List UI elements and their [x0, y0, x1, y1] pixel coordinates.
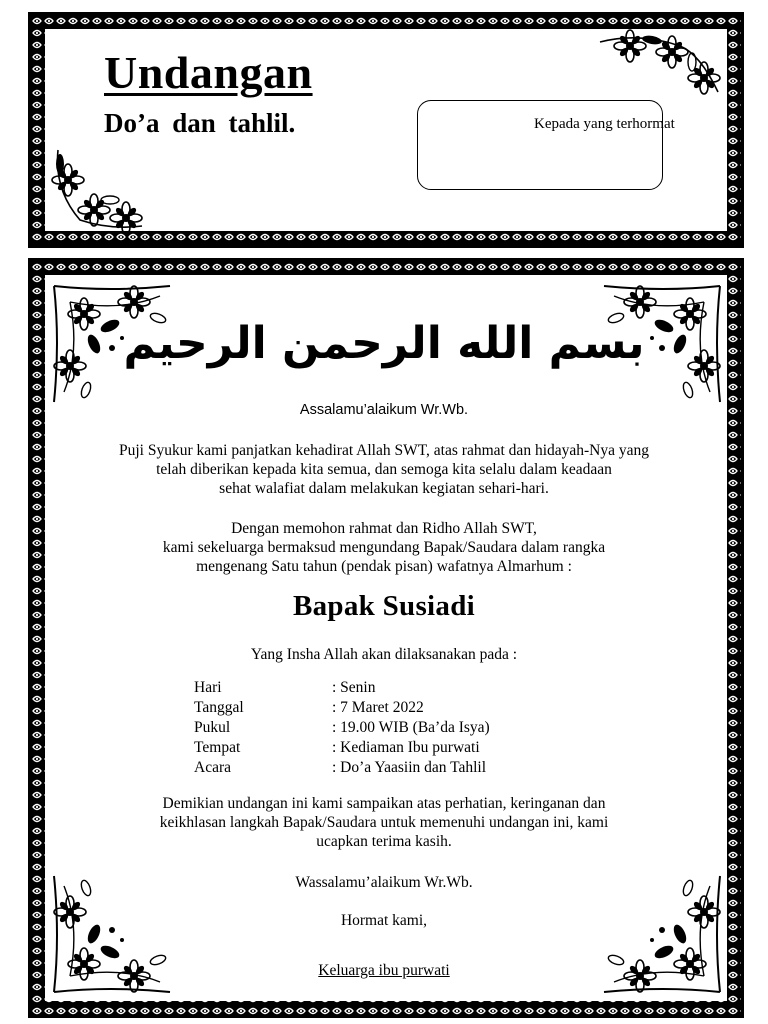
paragraph-invitation [0, 519, 768, 576]
detail-value: : Do’a Yaasiin dan Tahlil [332, 759, 487, 776]
text-line: mengenang Satu tahun (pendak pisan) wafatnya Almarhum : [196, 558, 572, 575]
detail-value: : 19.00 WIB (Ba’da Isya) [332, 719, 490, 736]
detail-row-day [194, 678, 490, 698]
bismillah-calligraphy: بسم الله الرحمن الرحيم [123, 318, 645, 369]
detail-row-date [194, 698, 490, 718]
signer-name [0, 961, 768, 980]
text-line: ucapkan terima kasih. [316, 833, 452, 850]
paragraph-gratitude [0, 441, 768, 498]
text-line: kami sekeluarga bermaksud mengundang Bapak/Saudara dalam rangka [162, 539, 606, 556]
event-details-list [194, 678, 490, 778]
detail-label: Hari [194, 679, 222, 696]
detail-label: Tempat [194, 739, 241, 756]
detail-value: : Kediaman Ibu purwati [332, 739, 480, 756]
detail-value: : 7 Maret 2022 [332, 699, 424, 716]
text-line: Dengan memohon rahmat dan Ridho Allah SWT, [231, 520, 537, 537]
detail-row-event [194, 758, 490, 778]
page-title: Undangan [104, 47, 313, 98]
closing-greeting: Wassalamu’alaikum Wr.Wb. [295, 874, 473, 891]
text-line: keikhlasan langkah Bapak/Saudara untuk memenuhi undangan ini, kami [159, 814, 609, 831]
opening-greeting: Assalamu’alaikum Wr.Wb. [299, 402, 469, 418]
text-line: telah diberikan kepada kita semua, dan semoga kita selalu dalam keadaan [156, 461, 612, 478]
detail-label: Acara [194, 759, 231, 776]
recipient-address-label: Kepada yang terhormat [534, 116, 675, 132]
signer-name-text: Keluarga ibu purwati [318, 962, 450, 979]
floral-corner-ornament-bottom-left [50, 150, 146, 230]
detail-value: : Senin [332, 679, 376, 696]
detail-label: Pukul [194, 719, 231, 736]
floral-corner-ornament-top-right [600, 32, 724, 102]
event-intro-line: Yang Insha Allah akan dilaksanakan pada : [250, 646, 518, 663]
detail-row-place [194, 738, 490, 758]
recipient-address-box [417, 100, 663, 190]
regards-line: Hormat kami, [340, 912, 428, 929]
text-line: Demikian undangan ini kami sampaikan atas perhatian, keringanan dan [162, 795, 606, 812]
text-line: Puji Syukur kami panjatkan kehadirat Allah SWT, atas rahmat dan hidayah-Nya yang [118, 442, 649, 459]
detail-label: Tanggal [194, 699, 244, 716]
paragraph-closing [0, 794, 768, 851]
deceased-name: Bapak Susiadi [292, 590, 476, 622]
text-line: sehat walafiat dalam melakukan kegiatan sehari-hari. [219, 480, 549, 497]
detail-row-time [194, 718, 490, 738]
page-subtitle: Do’a dan tahlil. [104, 108, 296, 138]
